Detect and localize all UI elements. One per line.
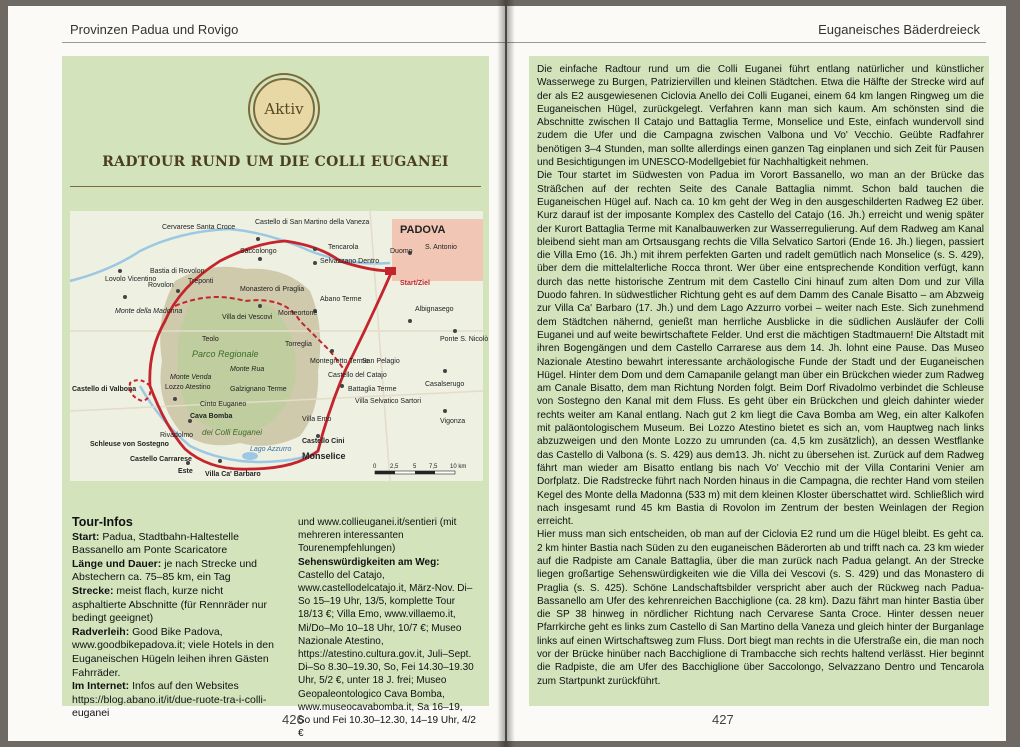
map-label-treponti: Treponti	[188, 278, 214, 285]
tour-infos-column-2	[298, 516, 476, 740]
map-label-duomo: Duomo	[390, 248, 413, 255]
scale-tick-2-5: 2,5	[390, 464, 399, 470]
map-label-sostegno: Schleuse von Sostegno	[90, 441, 169, 448]
map-label-cervarese: Cervarese Santa Croce	[162, 224, 236, 231]
map-label-castello-smv: Castello di San Martino della Vaneza	[255, 219, 370, 226]
page-number-left: 426	[282, 712, 304, 727]
book-gutter	[497, 0, 515, 747]
info-route: Strecke: meist flach, kurze nicht asphaltierte Abschnitte (für Rennräder nur bedingt geeignet)	[72, 584, 267, 625]
map-label-s-antonio: S. Antonio	[425, 244, 457, 251]
map-label-parco: Parco Regionale	[192, 349, 259, 359]
info-sights: Sehenswürdigkeiten am Weg: Castello del Catajo, www.castellodelcatajo.it, März-Nov. Di–So 15–19 Uhr, 13/5, komplette Tour 18/13 €; Villa Emo, www.villaemo.it, Mi/Do–Mo 10–18 Uhr, 10/7 €; Museo Nazionale Atestino, https://atestino.cultura.gov.it, Juli–Sept. Di–So 8.30–19.30, So, Fei 14.30–19.30 Uhr, 5/2 €, unter 18 J. frei; Museo Geopaleontologico Cava Bomba, www.museocavabomba.it, Sa 16–19, So und Fei 10.30–12.30, 14–19 Uhr, 4/2 €	[298, 556, 476, 740]
map-label-bastia: Bastia di Rovolon	[150, 268, 205, 275]
map-label-monastero: Monastero di Praglia	[240, 286, 305, 293]
map-label-rovolon: Rovolon	[148, 282, 174, 289]
map-label-torreglia: Torreglia	[285, 341, 312, 348]
map-label-cinto: Cinto Euganeo	[200, 401, 247, 408]
text-box	[529, 56, 989, 706]
map-label-abano: Abano Terme	[320, 296, 362, 303]
map-label-castello-cini: Castello Cini	[302, 438, 345, 445]
start-marker	[385, 267, 396, 275]
map-label-lovolo: Lovolo Vicentino	[105, 276, 157, 283]
header-rule	[62, 42, 505, 43]
box-title: RADTOUR RUND UM DIE COLLI EUGANEI	[102, 154, 449, 170]
map-label-tencarola: Tencarola	[328, 244, 359, 251]
header-rule	[507, 42, 986, 43]
map-label-villa-vescovi: Villa dei Vescovi	[222, 314, 273, 321]
map-label-villa-selvatico: Villa Selvatico Sartori	[355, 398, 422, 405]
map-label-teolo: Teolo	[202, 336, 219, 343]
info-start: Start: Padua, Stadtbahn-Haltestelle Bassanello am Ponte Scaricatore	[72, 530, 239, 557]
map-label-lozzo: Lozzo Atestino	[165, 384, 211, 391]
map-label-casalserugo: Casalserugo	[425, 381, 465, 388]
map-label-battaglia: Battaglia Terme	[348, 386, 397, 393]
info-internet: Im Internet: Infos auf den Websites https://blog.abano.it/it/due-ruote-tra-i-colli-euganei	[72, 680, 267, 720]
tour-infos-column-1	[72, 516, 280, 721]
paragraph: Hier muss man sich entscheiden, ob man auf der Ciclovia E2 rund um die Hügel bleibt. Es geht ca. 2 km hinter Bastia nach Süden zu den euganeischen Bäderorten ab und trifft nach ca. 23 km wieder auf die Radpiste am Canale Battaglia, über die man zurück nach Padua gelangt. An der Strecke liegen großartige Sehenswürdigkeiten wie die Villa dei Vescovi (s. S. 429) und das Monastero di Praglia (s. S. 425). Schöne Landschaftsbilder verspricht aber auch der Rückweg nach Padua-Bassanello am Ufer des kehrenreichen Bacchiglione (ca. 28 km). Dazu fährt man hinter Bastia über die SP 38 hinweg in nördlicher Richtung nach Cervarese Santa Croce. Hinter dessen neuer Pfarrkirche geht es links zum Castello di San Martino della Vaneza und gleich hinter der Burganlage links auf einen Wirtschaftsweg zum Fluss. Dort biegt man rechts in die Uferstraße ein, die man noch vor der Brücke hinüber nach Bacchiglione di Trambacche sich rechts haltend verlässt. Hier beginnt die Radpiste, die am Ufer des Bacchiglione über Saccolongo, Selvazzano Dentro und Tencarola zum Startpunkt zurückführt.	[537, 529, 984, 687]
map-label-monte-rua: Monte Rua	[230, 366, 265, 373]
map-label-san-pelagio: San Pelagio	[362, 358, 400, 365]
scale-tick-7-5: 7,5	[429, 464, 438, 470]
map-label-montegrotto: Montegrotto Terme	[310, 358, 369, 365]
map-label-colli: dei Colli Euganei	[202, 428, 263, 437]
running-head-left: Provinzen Padua und Rovigo	[70, 22, 239, 37]
title-rule	[70, 186, 481, 187]
left-page	[8, 6, 505, 741]
map-label-ponte-s-nicolo: Ponte S. Nicolò	[440, 336, 489, 343]
map-label-castello-carrarese: Castello Carrarese	[130, 456, 192, 463]
info-rental: Radverleih: Good Bike Padova, www.goodbikepadova.it; viele Hotels in den Euganeischen Hügeln leihen ihren Gästen Fahrräder.	[72, 625, 274, 679]
right-page	[507, 6, 1006, 741]
map-label-start: Start/Ziel	[400, 280, 430, 287]
map-label-vigonza: Vigonza	[440, 418, 466, 425]
map-label-monte-venda: Monte Venda	[170, 374, 212, 381]
map-label-villa-emo: Villa Emo	[302, 416, 332, 423]
page-number-right: 427	[712, 712, 734, 727]
info-length: Länge und Dauer: je nach Strecke und Abstechern ca. 75–85 km, ein Tag	[72, 557, 257, 584]
body-text	[537, 63, 984, 688]
running-head-right: Euganeisches Bäderdreieck	[818, 22, 980, 37]
scale-tick-0: 0	[373, 464, 377, 470]
map-label-saccolongo: Saccolongo	[240, 248, 277, 255]
map-label-padova: PADOVA	[400, 224, 446, 236]
map-label-lago: Lago Azzurro	[250, 446, 292, 453]
map-label-castello-valbona: Castello di Valbona	[72, 386, 137, 393]
map-label-cava-bomba: Cava Bomba	[190, 413, 233, 420]
map-label-este: Este	[178, 468, 193, 475]
map-label-selvazzano: Selvazzano Dentro	[320, 258, 380, 265]
tour-infos-heading: Tour-Infos	[72, 515, 133, 529]
lago-azzurro	[242, 452, 258, 460]
scale-tick-5: 5	[413, 464, 417, 470]
info-internet-cont: und www.collieuganei.it/sentieri (mit mehreren interessanten Tourenempfehlungen)	[298, 517, 457, 555]
aktiv-badge: Aktiv	[253, 78, 315, 140]
map-label-galzignano: Galzignano Terme	[230, 386, 287, 393]
map-label-albignasego: Albignasego	[415, 306, 454, 313]
map-label-villa-barbaro: Villa Ca' Barbaro	[205, 471, 261, 478]
paragraph: Die einfache Radtour rund um die Colli Euganei führt entlang natürlicher und künstlicher Wasserwege zu Burgen, Patriziervillen und kleinen Städtchen. Etwa die Hälfte der Strecke wird auf der als E2 ausgewiesenen Ciclovia Anello dei Colli Euganei, einem 64 km langen Ringweg um die Euganeischen Hügel, zurückgelegt. Verfahren kann man sich kaum. Am schönsten sind die Abschnitte zwischen Il Catajo und Battaglia Terme, Monselice und Este, einfach wundervoll sind zudem die Ufer und die Campagna zwischen Valbona und Vo' Vecchio. Geübte Radfahrer benötigen 3–4 Stunden, man sollte allerdings einen ganzen Tag einplanen und sich Zeit für Pausen und Besichtigungen im UNESCO-Modellgebiet für Nachhaltigkeit nehmen.	[537, 64, 984, 169]
scale-label: 10 km	[450, 464, 467, 470]
map-label-monte-madonna: Monte della Madonna	[115, 308, 183, 315]
map-label-monselice: Monselice	[302, 451, 346, 461]
map-label-rivadolmo: Rivadolmo	[160, 432, 194, 439]
paragraph: Die Tour startet im Südwesten von Padua im Vorort Bassanello, wo man an der Brücke das Sträßchen auf der rechten Seite des Canale Battaglia nimmt. Schon bald tauchen die Euganeischen Hügel auf. Nach ca. 10 km geht der Weg in den ausgeschilderten Radweg E2 über. Kurz darauf ist der imposante Komplex des Castello del Catajo (16. Jh.) erreicht und wenig später der Kurort Battaglia Terme mit Kanalbauwerken zur Wasserregulierung. Auf dem Radweg am Kanal bleibend sieht man am Ortsausgang rechts die Villa Selvatico Sartori (Ende 16. Jh.) liegen, passiert die Villa Emo (16. Jh.) mit ihrem perfekten Garten und radelt gemütlich nach Monselice (s. S. 429), über dem die mittelalterliche Rocca thront. Wer über eine entsprechende Kondition verfügt, kann durch das nette historische Zentrum mit dem Castello Cini hinauf zum alten Dom und zur Villa Duodo fahren. In südwestlicher Richtung geht es auf dem Damm des Canale Bisatto – am Abzweig zur Villa Ca' Barbaro (17. Jh.) und dem Lago Azzurro vorbei – weiter nach Este. Sich zunehmend dem Städtchen nähernd, genießt man herrliche Ausblicke in die südlichen Ausläufer der Colli Euganei und auf weite bewirtschaftete Felder. Und erst die mächtigen Stadtmauern! Die Altstadt mit ihren Bogengängen und dem Castello Carrarese aus dem 14. Jh. lohnt eine Pause. Das Museo Nazionale Atestino bewahrt interessante archäologische Funde der Stadt und der Euganeischen Hügel. Hinter dem Dom und dem Camapanile gelangt man über ein Brückchen wieder zum Radweg am Canale Bisatto, dem man Richtung Norden folgt. Beim Dorf Rivadolmo verbindet die Schleuse von Sostegno den Kanal mit dem Fluss. Es geht über ein Brückchen und gleich dahinter wieder rechts weiter am Kanal entlang. Nach gut 2 km liegt die Cava Bomba am Weg, ein alter Kalkofen mit paläontologischem Museum. Bei Lozzo Atestino bietet es sich an, vom Hauptweg nach links abzuzweigen und den Monte Lozzo zu umrunden (ca. 4,5 km zusätzlich), an dessen Westflanke das Castello di Valbona (s. S. 429) aus dem13. Jh. nicht zu übersehen ist. Zurück auf dem Radweg fährt man wieder am Bisatto entlang bis nach Vo' Vecchio mit der Villa Contarini Venier am Dorfplatz. Die Radstrecke führt nach Norden hinaus in die Campagna, die rechter Hand vom steilen Kegel des Monte della Madonna (533 m) mit dem kleinen Kloster überschattet wird. Schließlich wird nach insgesamt rund 45 km Bastia di Rovolon im Zentrum der besten Weinlagen der Region erreicht.	[537, 170, 984, 528]
map-legend-start: Start/Ziel	[72, 221, 77, 222]
map-label-castello-catajo: Castello del Catajo	[328, 372, 387, 379]
map-label-monteortone: Monteortone	[278, 310, 318, 317]
route-map	[70, 211, 489, 481]
